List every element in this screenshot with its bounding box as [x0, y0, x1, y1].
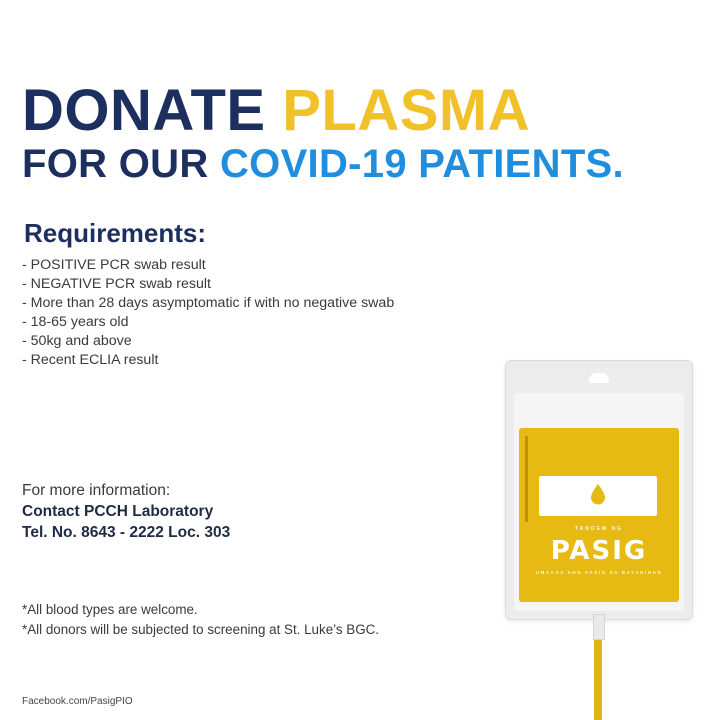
requirement-item: - 18-65 years old: [22, 314, 129, 330]
bag-brand-top: TANDEM NG: [575, 526, 623, 532]
requirements-list: [22, 256, 394, 370]
note-screening: *All donors will be subjected to screening at St. Luke’s BGC.: [22, 622, 380, 637]
bag-stripe: [525, 436, 528, 522]
notes: [22, 600, 379, 640]
headline-donate: DONATE: [22, 78, 266, 143]
bag-tube: [594, 636, 602, 720]
bag-hanger-hole: [589, 373, 609, 383]
drop-icon: [590, 483, 606, 510]
requirement-item: - Recent ECLIA result: [22, 352, 159, 368]
headline-plasma: PLASMA: [282, 78, 531, 143]
bag-tube-connector: [593, 614, 605, 640]
note-blood-types: *All blood types are welcome.: [22, 602, 198, 617]
bag-plasma-fill: [519, 428, 679, 602]
headline-for-our: FOR OUR: [22, 142, 209, 186]
bag-label: [539, 476, 657, 516]
bag-brand-logo: PASIG: [550, 536, 648, 566]
requirement-item: - 50kg and above: [22, 333, 132, 349]
requirement-item: - POSITIVE PCR swab result: [22, 257, 206, 273]
requirement-item: - More than 28 days asymptomatic if with no negative swab: [22, 295, 395, 311]
info-label: For more information:: [22, 482, 171, 499]
headline-covid-patients: COVID-19 PATIENTS.: [219, 142, 624, 186]
telephone-number: Tel. No. 8643 - 2222 Loc. 303: [22, 524, 231, 541]
requirements-title: Requirements:: [24, 218, 207, 248]
bag-brand-tagline: UMAASA ANG PASIG SA BAYANIHAN: [535, 570, 663, 575]
headline: [22, 78, 624, 186]
contact-lab: Contact PCCH Laboratory: [22, 503, 214, 520]
facebook-link[interactable]: Facebook.com/PasigPIO: [22, 696, 133, 707]
headline-line-1: [22, 78, 624, 143]
headline-line-2: [22, 144, 624, 184]
contact-info: [22, 480, 230, 543]
blood-bag-illustration: [505, 360, 691, 720]
requirement-item: - NEGATIVE PCR swab result: [22, 276, 211, 292]
